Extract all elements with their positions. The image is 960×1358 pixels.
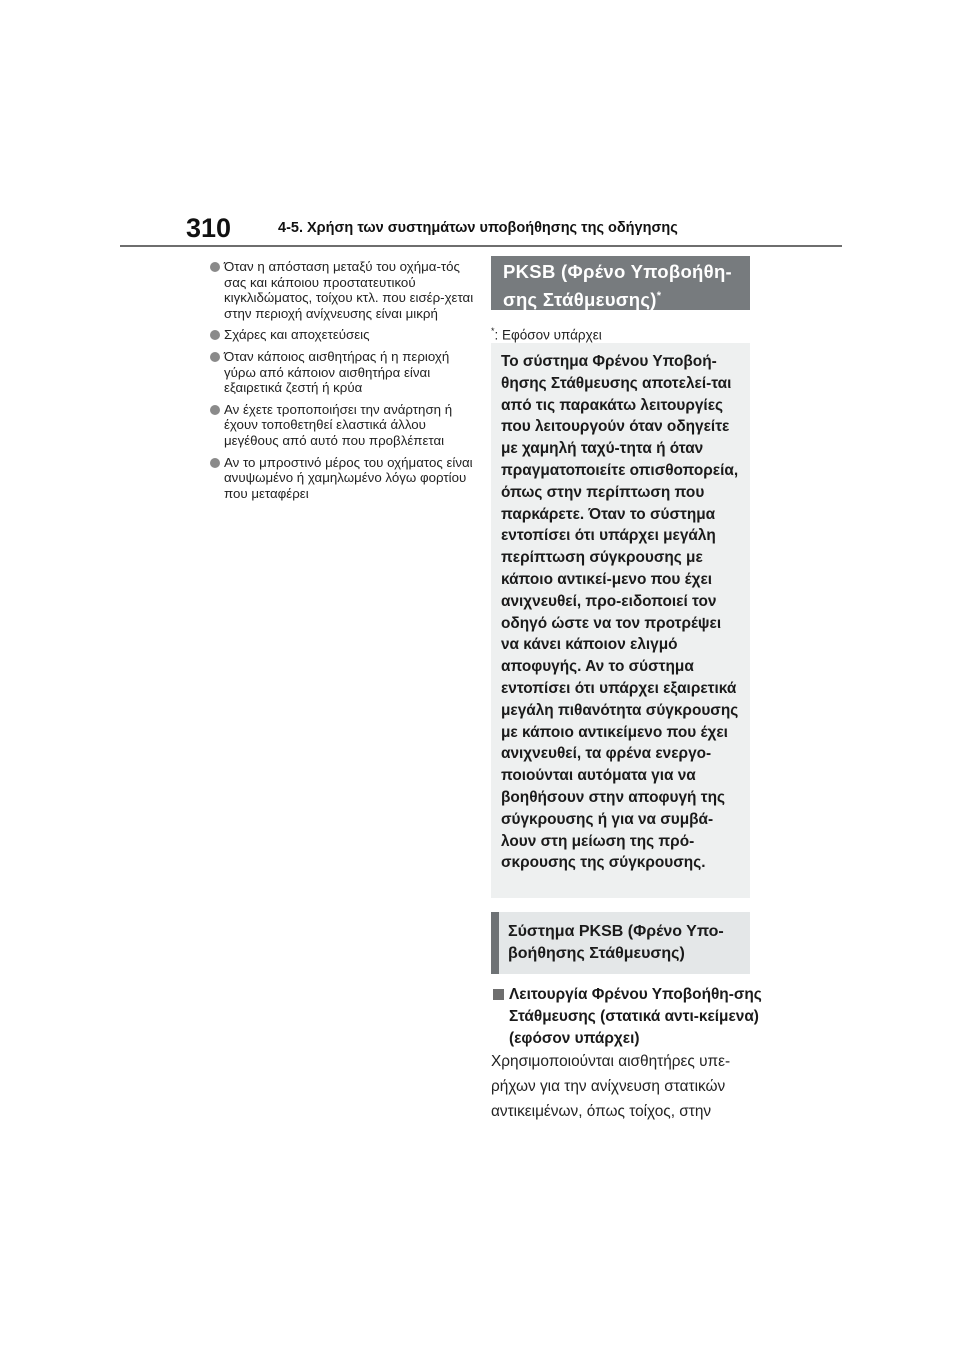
left-column	[210, 259, 475, 507]
body-text	[491, 1049, 750, 1124]
list-item	[210, 349, 475, 396]
footnote	[491, 323, 750, 344]
intro-box	[491, 343, 750, 898]
bullet-dot-icon	[210, 458, 220, 468]
bullet-dot-icon	[210, 405, 220, 415]
bullet-dot-icon	[210, 352, 220, 362]
footnote-text: : Εφόσον υπάρχει	[494, 327, 602, 343]
subsection-heading	[491, 984, 768, 1049]
section-title-text: PKSB (Φρένο Υποβοήθη-σης Στάθμευσης)	[503, 261, 733, 311]
list-item-text: Αν έχετε τροποποιήσει την ανάρτηση ή έχουν τοποθετηθεί ελαστικά άλλου μεγέθους από αυτό που προβλέπεται	[224, 401, 453, 448]
section-title-asterisk: *	[656, 290, 662, 302]
bullet-dot-icon	[210, 330, 220, 340]
page-number: 310	[186, 213, 232, 243]
list-item-text: Όταν η απόσταση μεταξύ του οχήμα-τός σας και κάποιου προστατευτικού κιγκλιδώματος, τοίχου κτλ. που εισέρ-χεται στην περιοχή ανίχνευσης είναι μικρή	[224, 259, 474, 321]
square-bullet-icon	[493, 989, 504, 1000]
list-item	[210, 327, 475, 343]
intro-text: Το σύστημα Φρένου Υποβοή-θησης Στάθμευσης αποτελεί-ται από τις παρακάτω λειτουργίες που λειτουργούν όταν οδηγείτε με χαμηλή ταχύ-τητα ή όταν πραγματοποιείτε οπισθοπορεία, όπως στην περίπτωση που παρκάρετε. Όταν το σύστημα εντοπίσει ότι υπάρχει μεγάλη περίπτωση σύγκρουσης με κάποιο αντικεί-μενο που έχει ανιχνευθεί, προ-ειδοποιεί τον οδηγό ώστε να τον προτρέψει να κάνει κάποιον ελιγμό αποφυγής. Αν το σύστημα εντοπίσει ότι υπάρχει εξαιρετικά μεγάλη πιθανότητα σύγκρουσης με κάποιο αντικείμενο που έχει ανιχνευθεί, τα φρένα ενεργο-ποιούνται αυτόματα για να βοηθήσουν στην αποφυγή της σύγκρουσης ή για να συμβά-λουν στη μείωση της πρό-σκρουσης της σύγκρουσης.	[501, 353, 739, 872]
list-item	[210, 259, 475, 321]
list-item	[210, 402, 475, 449]
header-divider	[120, 245, 842, 247]
chapter-title: 4-5. Χρήση των συστημάτων υποβοήθησης της οδήγησης	[278, 220, 678, 236]
page-header	[120, 214, 842, 246]
section-title	[491, 256, 750, 310]
body-paragraph: Χρησιμοποιούνται αισθητήρες υπε-ρήχων για την ανίχνευση στατικών αντικειμένων, όπως τοίχος, στην	[491, 1053, 731, 1120]
list-item-text: Όταν κάποιος αισθητήρας ή η περιοχή γύρω από κάποιον αισθητήρα είναι εξαιρετικά ζεστή ή κρύα	[224, 348, 450, 396]
subsection-heading-text: Λειτουργία Φρένου Υποβοήθη-σης Στάθμευσης (στατικά αντι-κείμενα) (εφόσον υπάρχει)	[509, 986, 762, 1047]
list-item	[210, 455, 475, 502]
list-item-text: Σχάρες και αποχετεύσεις	[224, 327, 370, 343]
list-item-text: Αν το μπροστινό μέρος του οχήματος είναι ανυψωμένο ή χαμηλωμένο λόγω φορτίου που μεταφέρει	[224, 454, 473, 501]
bullet-dot-icon	[210, 262, 220, 272]
footnote-asterisk: *	[491, 326, 495, 336]
subsection-title: Σύστημα PKSB (Φρένο Υπο-βοήθησης Στάθμευσης)	[491, 912, 750, 974]
